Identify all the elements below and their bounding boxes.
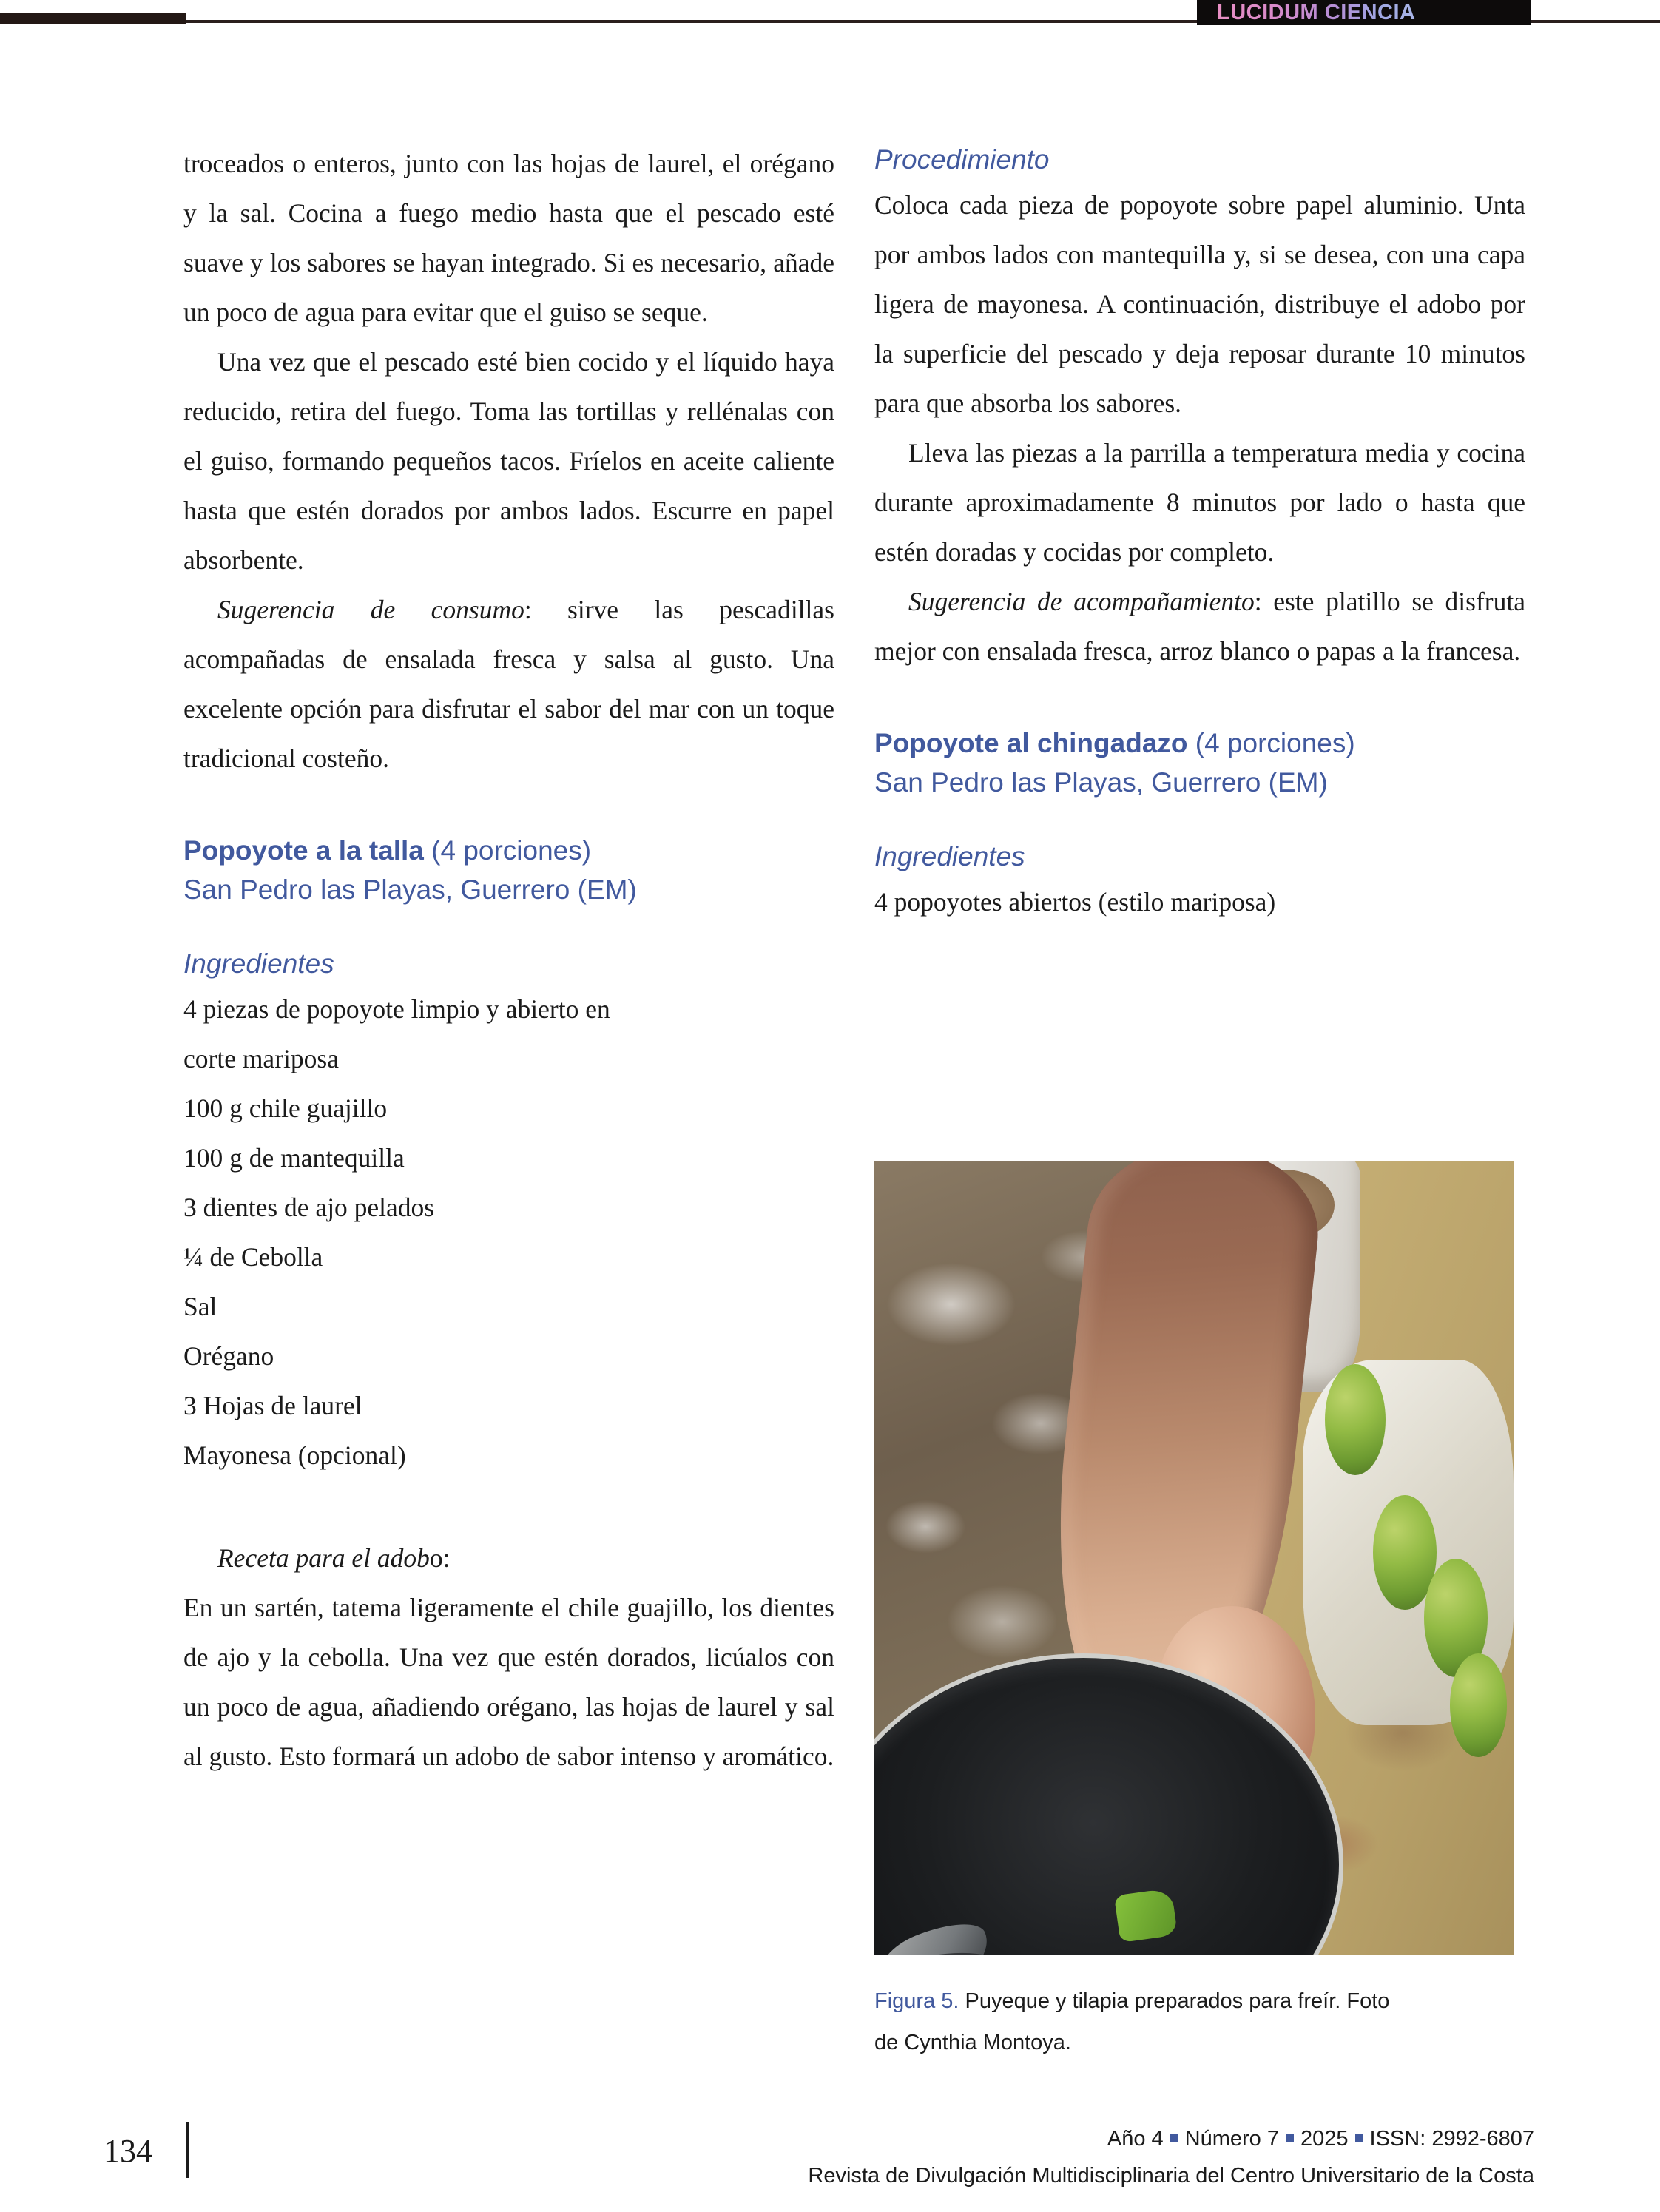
left-adobo-heading-italic: Receta para el adob xyxy=(217,1543,430,1573)
footer-text xyxy=(808,2120,1534,2194)
left-suggestion-text: : sirve las pescadillas acompañadas de ensalada fresca y salsa al gusto. Una excelente opción para disfrutar el sabor del mar con un toque tradicional costeño. xyxy=(183,595,834,773)
right-recipe-title-portions: (4 porciones) xyxy=(1187,728,1355,758)
list-item: Sal xyxy=(183,1292,217,1321)
footer-divider xyxy=(186,2122,189,2178)
footer-year: Año 4 xyxy=(1107,2127,1164,2151)
left-suggestion-label: Sugerencia de consumo xyxy=(217,595,524,624)
photo-lime xyxy=(1450,1653,1508,1756)
figure-5 xyxy=(874,1161,1514,2063)
photo-lime xyxy=(1325,1364,1386,1475)
left-column xyxy=(183,139,834,1781)
left-ingredients-list xyxy=(183,985,834,1480)
list-item: 4 piezas de popoyote limpio y abierto en xyxy=(183,994,610,1024)
figure-caption xyxy=(874,1980,1514,2063)
list-item: 4 popoyotes abiertos (estilo mariposa) xyxy=(874,887,1276,917)
right-recipe-subtitle: San Pedro las Playas, Guerrero (EM) xyxy=(874,767,1328,798)
right-recipe-title-bold: Popoyote al chingadazo xyxy=(874,728,1188,758)
footer-issue-line xyxy=(808,2120,1534,2157)
figure-caption-line2: de Cynthia Montoya. xyxy=(874,2031,1071,2054)
left-ingredients-heading: Ingredientes xyxy=(183,948,334,979)
page-number: 134 xyxy=(104,2133,152,2169)
figure-caption-label: Figura 5. xyxy=(874,1989,959,2013)
left-recipe-subtitle: San Pedro las Playas, Guerrero (EM) xyxy=(183,874,637,905)
figure-caption-line1: Puyeque y tilapia preparados para freír. Foto xyxy=(959,1989,1390,2013)
right-ingredients-list xyxy=(874,877,1525,927)
page-footer xyxy=(0,2116,1660,2212)
list-item: Orégano xyxy=(183,1341,274,1371)
right-ingredients-heading: Ingredientes xyxy=(874,841,1025,871)
left-adobo-heading xyxy=(183,1534,834,1583)
list-item: Mayonesa (opcional) xyxy=(183,1440,406,1470)
left-adobo-paragraph: En un sartén, tatema ligeramente el chile guajillo, los dientes de ajo y la cebolla. Una vez que estén dorados, licúalos con un poco de agua, añadiendo orégano, las hojas de laurel y sal al gusto. Esto formará un adobo de sabor intenso y aromático. xyxy=(183,1593,834,1771)
list-item: 3 Hojas de laurel xyxy=(183,1391,362,1420)
right-recipe-title xyxy=(874,724,1525,763)
photo-fish xyxy=(874,1912,998,1955)
list-item: 100 g chile guajillo xyxy=(183,1093,388,1123)
left-paragraph-1: troceados o enteros, junto con las hojas de laurel, el orégano y la sal. Cocina a fuego medio hasta que el pescado esté suave y los sabores se hayan integrado. Si es necesario, añade un poco de agua para evitar que el guiso se seque. xyxy=(183,149,834,327)
list-item: 3 dientes de ajo pelados xyxy=(183,1193,435,1222)
separator-square-icon xyxy=(1355,2134,1363,2142)
right-suggestion-paragraph xyxy=(874,577,1525,676)
separator-square-icon xyxy=(1170,2134,1178,2142)
right-paragraph-1: Coloca cada pieza de popoyote sobre papel aluminio. Unta por ambos lados con mantequilla y, si se desea, con una capa ligera de mayonesa. A continuación, distribuye el adobo por la superficie del pescado y deja reposar durante 10 minutos para que absorba los sabores. xyxy=(874,190,1525,418)
list-item: corte mariposa xyxy=(183,1044,339,1073)
right-suggestion-text: : este platillo se disfruta mejor con ensalada fresca, arroz blanco o papas a la francesa. xyxy=(874,587,1525,666)
right-suggestion-label: Sugerencia de acompañamiento xyxy=(908,587,1255,616)
left-adobo-heading-rest: o: xyxy=(429,1543,451,1573)
left-suggestion-paragraph xyxy=(183,585,834,783)
list-item: ¼ de Cebolla xyxy=(183,1242,323,1272)
separator-square-icon xyxy=(1286,2134,1294,2142)
left-paragraph-2: Una vez que el pescado esté bien cocido y el líquido haya reducido, retira del fuego. Toma las tortillas y rellénalas con el guiso, formando pequeños tacos. Fríelos en aceite caliente hasta que estén dorados por ambos lados. Escurre en papel absorbente. xyxy=(183,347,834,575)
list-item: 100 g de mantequilla xyxy=(183,1143,405,1173)
footer-journal-line: Revista de Divulgación Multidisciplinaria del Centro Universitario de la Costa xyxy=(808,2164,1534,2188)
figure-photo xyxy=(874,1161,1514,1955)
left-recipe-title xyxy=(183,831,834,870)
right-paragraph-2: Lleva las piezas a la parrilla a temperatura media y cocina durante aproximadamente 8 minutos por lado o hasta que estén doradas y cocidas por completo. xyxy=(874,438,1525,567)
left-recipe-title-bold: Popoyote a la talla xyxy=(183,835,424,866)
footer-number: Número 7 xyxy=(1184,2127,1279,2151)
left-recipe-title-portions: (4 porciones) xyxy=(423,835,592,866)
right-column xyxy=(874,139,1525,927)
footer-issn: ISSN: 2992-6807 xyxy=(1369,2127,1534,2151)
procedure-heading: Procedimiento xyxy=(874,144,1050,175)
footer-year-value: 2025 xyxy=(1300,2127,1349,2151)
header-left-bar xyxy=(0,13,186,24)
brand-title: LUCIDUM CIENCIA xyxy=(1217,1,1416,24)
